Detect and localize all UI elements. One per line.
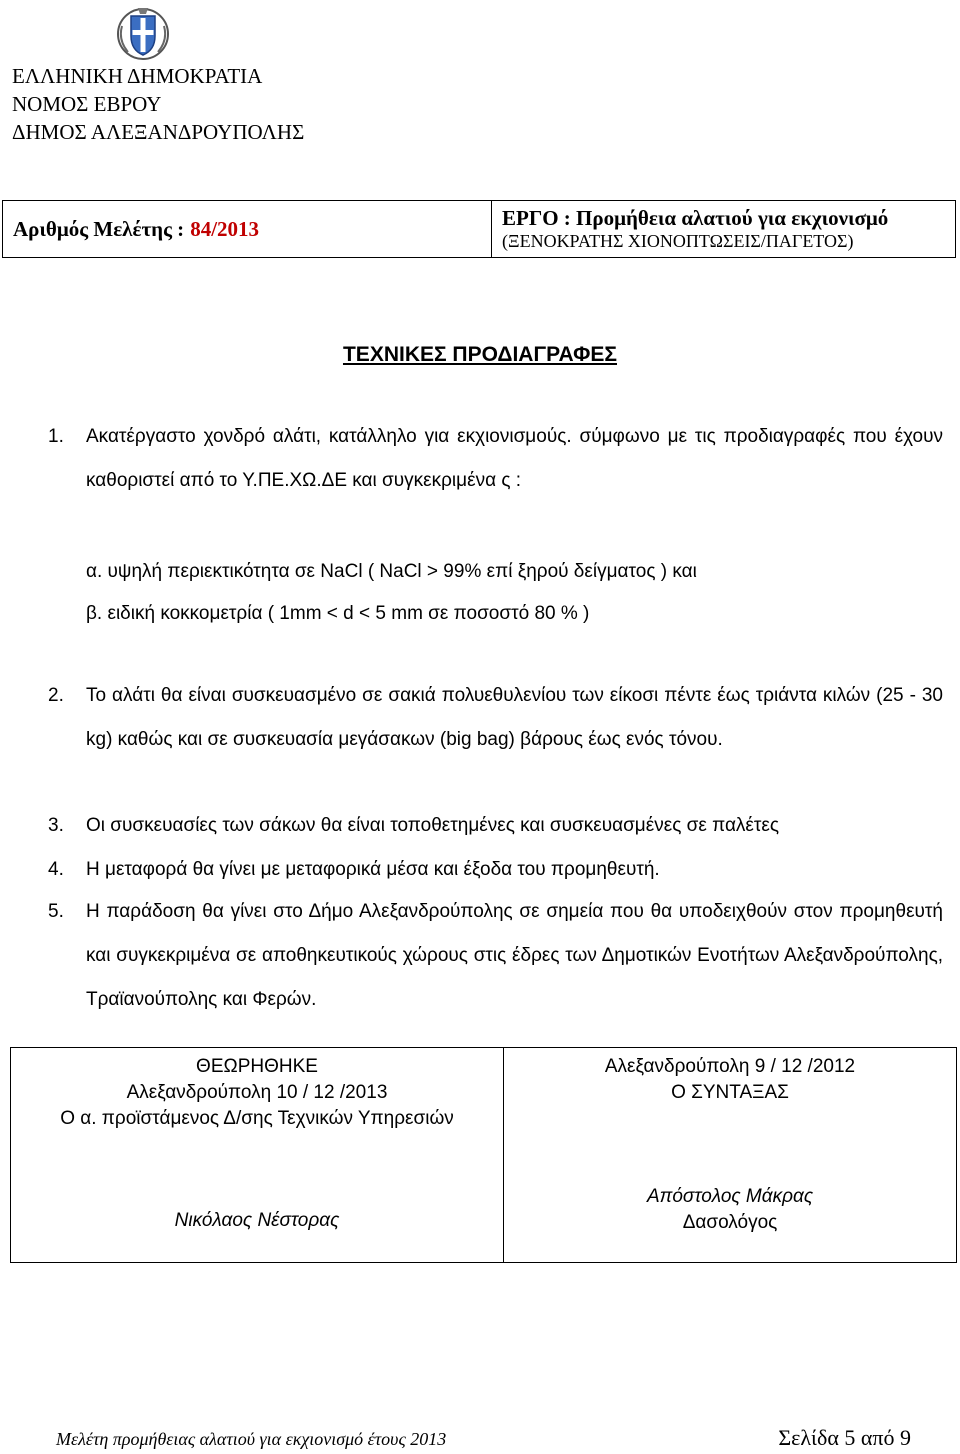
item-text: Ακατέργαστο χονδρό αλάτι, κατάλληλο για εκχιονισμούς. σύμφωνο με τις προδιαγραφές που έχουν καθοριστεί από το Υ.ΠΕ.ΧΩ.ΔΕ και συγκεκριμένα ς : — [86, 426, 943, 491]
greek-coat-of-arms-icon — [116, 4, 170, 60]
page-number: Σελίδα 5 από 9 — [778, 1425, 911, 1450]
author-signature-cell — [504, 1048, 956, 1262]
item-text: Η παράδοση θα γίνει στο Δήμο Αλεξανδρούπολης σε σημεία που θα υποδειχθούν στον προμηθευτή και συγκεκριμένα σε αποθηκευτικούς χώρους στις έδρες των Δημοτικών Ενοτήτων Αλεξανδρούπολης, Τραϊανούπολης και Φερών. — [86, 901, 943, 1010]
approver-name: Νικόλαος Νέστορας — [174, 1210, 340, 1231]
study-info-box — [2, 200, 956, 258]
item-number: 4. — [48, 859, 64, 880]
item-number: 2. — [48, 685, 64, 706]
spec-item-1 — [48, 415, 943, 503]
approval-role: Ο α. προϊστάμενος Δ/σης Τεχνικών Υπηρεσιών — [60, 1108, 454, 1129]
study-number: 84/2013 — [190, 216, 260, 241]
item-number: 3. — [48, 815, 64, 836]
spec-item-5 — [48, 890, 943, 1022]
footer-study-title: Μελέτη προμήθειας αλατιού για εκχιονισμό έτους 2013 — [56, 1429, 447, 1449]
project-cell — [492, 201, 955, 257]
header-country: ΕΛΛΗΝΙΚΗ ΔΗΜΟΚΡΑΤΙΑ — [12, 64, 263, 88]
author-heading: Ο ΣΥΝΤΑΞΑΣ — [671, 1082, 789, 1103]
issuer-header — [12, 62, 304, 146]
item-number: 5. — [48, 901, 64, 922]
item-text: Το αλάτι θα είναι συσκευασμένο σε σακιά πολυεθυλενίου των είκοσι πέντε έως τριάντα κιλών (25 - 30 kg) καθώς και σε συσκευασία μεγάσακων (big bag) βάρους έως ενός τόνου. — [86, 685, 943, 750]
header-prefecture: ΝΟΜΟΣ ΕΒΡΟΥ — [12, 92, 162, 116]
approval-signature-cell — [11, 1048, 504, 1262]
author-date: Αλεξανδρούπολη 9 / 12 /2012 — [604, 1056, 856, 1077]
spec-subitem-a: α. υψηλή περιεκτικότητα σε NaCl ( NaCl > 99% επί ξηρού δείγματος ) και — [86, 561, 697, 582]
spec-item-3 — [48, 804, 943, 848]
page-title: ΤΕΧΝΙΚΕΣ ΠΡΟΔΙΑΓΡΑΦΕΣ — [342, 343, 617, 366]
author-role: Δασολόγος — [682, 1212, 778, 1233]
study-number-label: Αριθμός Μελέτης : — [13, 216, 185, 241]
spec-item-2 — [48, 674, 943, 762]
project-title: ΕΡΓΟ : Προμήθεια αλατιού για εκχιονισμό — [502, 206, 889, 230]
signature-table — [10, 1047, 957, 1263]
author-name: Απόστολος Μάκρας — [646, 1186, 814, 1207]
approval-date: Αλεξανδρούπολη 10 / 12 /2013 — [126, 1082, 388, 1103]
item-text: Η μεταφορά θα γίνει με μεταφορικά μέσα και έξοδα του προμηθευτή. — [86, 859, 660, 880]
header-municipality: ΔΗΜΟΣ ΑΛΕΞΑΝΔΡΟΥΠΟΛΗΣ — [12, 120, 305, 144]
study-number-cell — [3, 201, 492, 257]
item-number: 1. — [48, 426, 64, 447]
project-subtitle: (ΞΕΝΟΚΡΑΤΗΣ ΧΙΟΝΟΠΤΩΣΕΙΣ/ΠΑΓΕΤΟΣ) — [502, 231, 854, 251]
spec-subitem-b: β. ειδική κοκκομετρία ( 1mm < d < 5 mm σε ποσοστό 80 % ) — [86, 603, 590, 624]
spec-item-4 — [48, 848, 943, 892]
item-text: Οι συσκευασίες των σάκων θα είναι τοποθετημένες και συσκευασμένες σε παλέτες — [86, 815, 780, 836]
approval-heading: ΘΕΩΡΗΘΗΚΕ — [196, 1056, 318, 1077]
